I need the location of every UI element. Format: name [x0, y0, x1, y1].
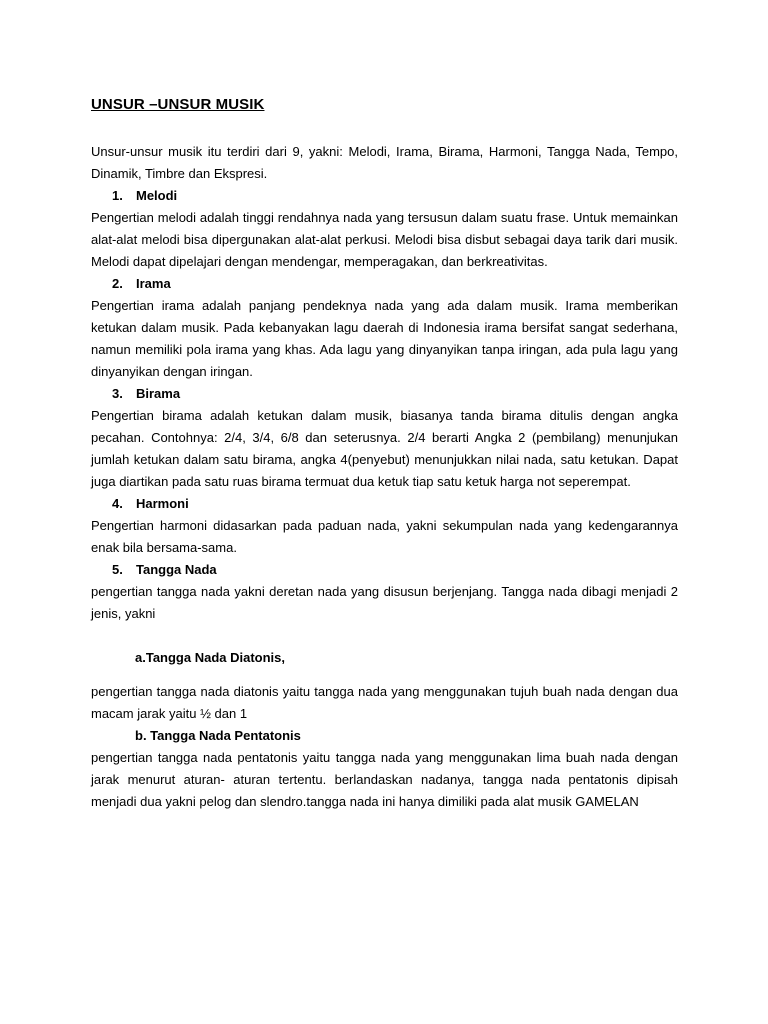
section-heading-birama	[91, 383, 678, 405]
subsection-heading-diatonis: a.Tangga Nada Diatonis,	[135, 650, 286, 665]
section-heading-melodi	[91, 185, 678, 207]
section-number: 3.	[112, 386, 123, 401]
section-number: 5.	[112, 562, 123, 577]
section-body-tangga-nada: pengertian tangga nada yakni deretan nada yang disusun berjenjang. Tangga nada dibagi menjadi 2 jenis, yakni	[91, 584, 678, 621]
section-number: 2.	[112, 276, 123, 291]
section-body-irama: Pengertian irama adalah panjang pendeknya nada yang ada dalam musik. Irama memberikan ketukan dalam musik. Pada kebanyakan lagu daerah di Indonesia irama bersifat sangat sederhana, namun memiliki pola irama yang khas. Ada lagu yang dinyanyikan tanpa iringan, ada pula lagu yang dinyanyikan dengan iringan.	[91, 298, 678, 379]
document-content	[91, 95, 678, 813]
section-number: 1.	[112, 188, 123, 203]
subsection-body-diatonis: pengertian tangga nada diatonis yaitu tangga nada yang menggunakan tujuh buah nada dengan dua macam jarak yaitu ½ dan 1	[91, 684, 678, 721]
section-heading-irama	[91, 273, 678, 295]
document-title: UNSUR –UNSUR MUSIK	[91, 96, 265, 113]
intro-paragraph: Unsur-unsur musik itu terdiri dari 9, yakni: Melodi, Irama, Birama, Harmoni, Tangga Nada, Tempo, Dinamik, Timbre dan Ekspresi.	[91, 144, 678, 181]
section-title: Birama	[136, 386, 181, 401]
section-heading-tangga-nada	[91, 559, 678, 581]
spacer	[91, 669, 678, 681]
section-body-harmoni: Pengertian harmoni didasarkan pada paduan nada, yakni sekumpulan nada yang kedengarannya enak bila bersama-sama.	[91, 518, 678, 555]
spacer	[91, 625, 678, 647]
subsection-heading-pentatonis: b. Tangga Nada Pentatonis	[135, 728, 301, 743]
section-heading-harmoni	[91, 493, 678, 515]
section-title: Melodi	[136, 188, 178, 203]
section-title: Irama	[136, 276, 171, 291]
section-title: Tangga Nada	[136, 562, 217, 577]
section-body-birama: Pengertian birama adalah ketukan dalam musik, biasanya tanda birama ditulis dengan angka pecahan. Contohnya: 2/4, 3/4, 6/8 dan seterusnya. 2/4 berarti Angka 2 (pembilang) menunjukan jumlah ketukan dalam satu birama, angka 4(penyebut) menunjukkan nilai nada, satu ketukan. Dapat juga diartikan pada satu ruas birama termuat dua ketuk tiap satu ketuk harga not seperempat.	[91, 408, 678, 489]
subsection-body-pentatonis: pengertian tangga nada pentatonis yaitu tangga nada yang menggunakan lima buah nada dengan jarak menurut aturan- aturan tertentu. berlandaskan nadanya, tangga nada pentatonis dipisah menjadi dua yakni pelog dan slendro.tangga nada ini hanya dimiliki pada alat musik GAMELAN	[91, 750, 678, 809]
section-number: 4.	[112, 496, 123, 511]
section-body-melodi: Pengertian melodi adalah tinggi rendahnya nada yang tersusun dalam suatu frase. Untuk memainkan alat-alat melodi bisa dipergunakan alat-alat perkusi. Melodi bisa disbut sebagai daya tarik dari musik. Melodi dapat dipelajari dengan mendengar, memperagakan, dan berkreativitas.	[91, 210, 678, 269]
section-title: Harmoni	[136, 496, 189, 511]
